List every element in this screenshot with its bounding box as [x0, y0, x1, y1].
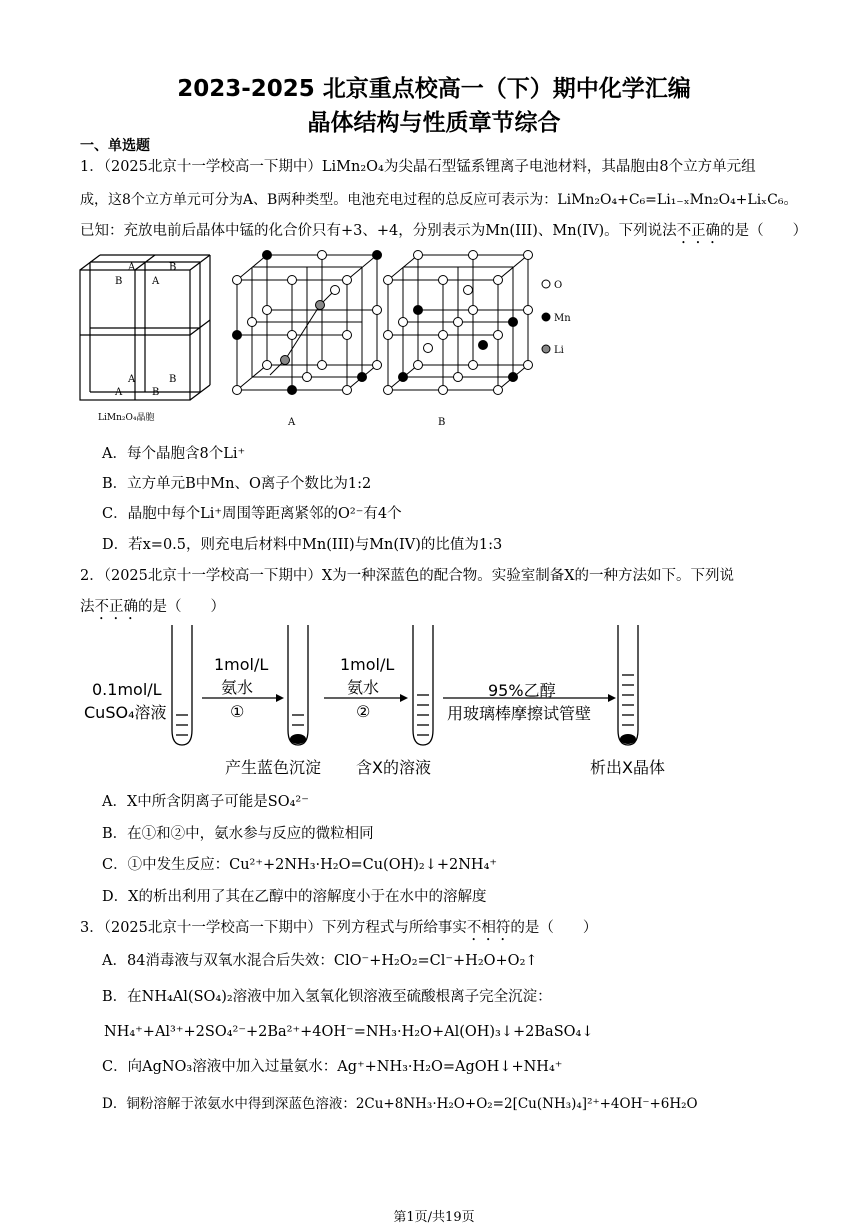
unit-label-a: A [115, 387, 123, 398]
q1-option-c[interactable]: C．晶胞中每个Li⁺周围等距离紧邻的O²⁻有4个 [102, 506, 402, 522]
section-heading: 一、单选题 [80, 138, 150, 154]
q1-stem-line3-c: 的是（ ） [720, 223, 808, 239]
page-footer: 第1页/共19页 [393, 1210, 475, 1225]
result-1: 产生蓝色沉淀 [225, 758, 322, 777]
unit-label-b: B [169, 262, 177, 273]
page-subtitle: 晶体结构与性质章节综合 [307, 110, 561, 136]
q1-option-d[interactable]: D．若x=0.5，则充电后材料中Mn(III)与Mn(IV)的比值为1:3 [102, 537, 503, 553]
q2-option-d[interactable]: D．X的析出利用了其在乙醇中的溶解度小于在水中的溶解度 [102, 889, 487, 905]
legend [542, 280, 571, 356]
arrowhead-1 [276, 694, 284, 702]
result-2: 含X的溶液 [356, 758, 431, 777]
q2-emphasis: 不正确 [94, 599, 138, 615]
q2-option-b[interactable]: B．在①和②中，氨水参与反应的微粒相同 [102, 826, 374, 842]
q1-emphasis: 不正确 [676, 223, 721, 239]
start-solution: CuSO₄溶液 [84, 703, 167, 722]
arrowhead-2 [400, 694, 408, 702]
q3-option-a[interactable]: A．84消毒液与双氧水混合后失效：ClO⁻+H₂O₂=Cl⁻+H₂O+O₂↑ [102, 953, 538, 969]
test-tube-3 [413, 625, 433, 745]
test-tube-2 [288, 625, 308, 745]
q1-crystal-figure [70, 250, 610, 435]
unit-label-a: A [128, 262, 136, 273]
cube-b-label: B [438, 417, 446, 428]
legend-o: O [554, 280, 563, 291]
arrowhead-3 [608, 694, 616, 702]
lattice-cell [80, 255, 210, 400]
unit-label-a: A [152, 276, 160, 287]
q1-option-a[interactable]: A．每个晶胞含8个Li⁺ [102, 446, 246, 462]
unit-label-a: A [128, 374, 136, 385]
reagent-2-conc: 1mol/L [340, 655, 395, 674]
reagent-1-name: 氨水 [221, 678, 254, 697]
q2-procedure-figure [80, 620, 680, 755]
start-concentration: 0.1mol/L [92, 680, 162, 699]
q1-stem-line3-a: 已知：充放电前后晶体中锰的化合价只有+3、+4，分别表示为Mn(III)、Mn(IV)。下列说法 [80, 223, 677, 239]
q1-stem-line2: 成，这8个立方单元可分为A、B两种类型。电池充电过程的总反应可表示为：LiMn₂O₄+C₆=Li₁₋ₓMn₂O₄+LiₓC₆。 [80, 192, 798, 208]
step-1-marker: ① [230, 702, 245, 721]
q3-stem-c: 的是（ ） [510, 920, 598, 936]
q1-stem-line3 [80, 221, 807, 247]
step-3-action: 用玻璃棒摩擦试管壁 [447, 704, 592, 723]
q2-option-a[interactable]: A．X中所含阴离子可能是SO₄²⁻ [102, 794, 309, 810]
q2-stem-line1: 2．（2025北京十一学校高一下期中）X为一种深蓝色的配合物。实验室制备X的一种方法如下。下列说 [80, 568, 735, 584]
q3-option-b-equation: NH₄⁺+Al³⁺+2SO₄²⁻+2Ba²⁺+4OH⁻=NH₃·H₂O+Al(OH)₃↓+2BaSO₄↓ [104, 1024, 594, 1040]
legend-li: Li [554, 345, 564, 356]
cube-a [237, 255, 377, 390]
precipitate [290, 734, 306, 744]
reagent-2-name: 氨水 [347, 678, 380, 697]
q3-option-b[interactable]: B．在NH₄Al(SO₄)₂溶液中加入氢氧化钡溶液至硫酸根离子完全沉淀： [102, 989, 552, 1005]
q3-emphasis: 不相符 [466, 920, 511, 936]
q3-stem-a: 3．（2025北京十一学校高一下期中）下列方程式与所给事实 [80, 920, 467, 936]
unit-label-b: B [169, 374, 177, 385]
q3-stem [80, 918, 597, 944]
reagent-1-conc: 1mol/L [214, 655, 269, 674]
legend-mn: Mn [554, 313, 571, 324]
cube-a-label: A [288, 417, 296, 428]
step-2-marker: ② [356, 702, 371, 721]
unit-label-b: B [115, 276, 123, 287]
q2-option-c[interactable]: C．①中发生反应：Cu²⁺+2NH₃·H₂O=Cu(OH)₂↓+2NH₄⁺ [102, 857, 498, 873]
unit-label-b: B [152, 387, 160, 398]
q2-stem-line2-c: 的是（ ） [138, 599, 225, 615]
page-title: 2023-2025 北京重点校高一（下）期中化学汇编 [177, 76, 691, 102]
q1-option-b[interactable]: B．立方单元B中Mn、O离子个数比为1:2 [102, 476, 372, 492]
q2-stem-line2-a: 法 [80, 599, 95, 615]
q3-option-c[interactable]: C．向AgNO₃溶液中加入过量氨水：Ag⁺+NH₃·H₂O=AgOH↓+NH₄⁺ [102, 1059, 563, 1075]
result-3: 析出X晶体 [590, 758, 665, 777]
cell-caption: LiMn₂O₄晶胞 [98, 413, 155, 423]
q3-option-d[interactable]: D．铜粉溶解于浓氨水中得到深蓝色溶液：2Cu+8NH₃·H₂O+O₂=2[Cu(NH₃)₄]²⁺+4OH⁻+6H₂O [102, 1096, 698, 1112]
test-tube-1 [172, 625, 192, 745]
q1-stem-line1: 1．（2025北京十一学校高一下期中）LiMn₂O₄为尖晶石型锰系锂离子电池材料，其晶胞由8个立方单元组 [80, 159, 756, 175]
crystals [620, 734, 636, 744]
reagent-3: 95%乙醇 [488, 681, 556, 700]
